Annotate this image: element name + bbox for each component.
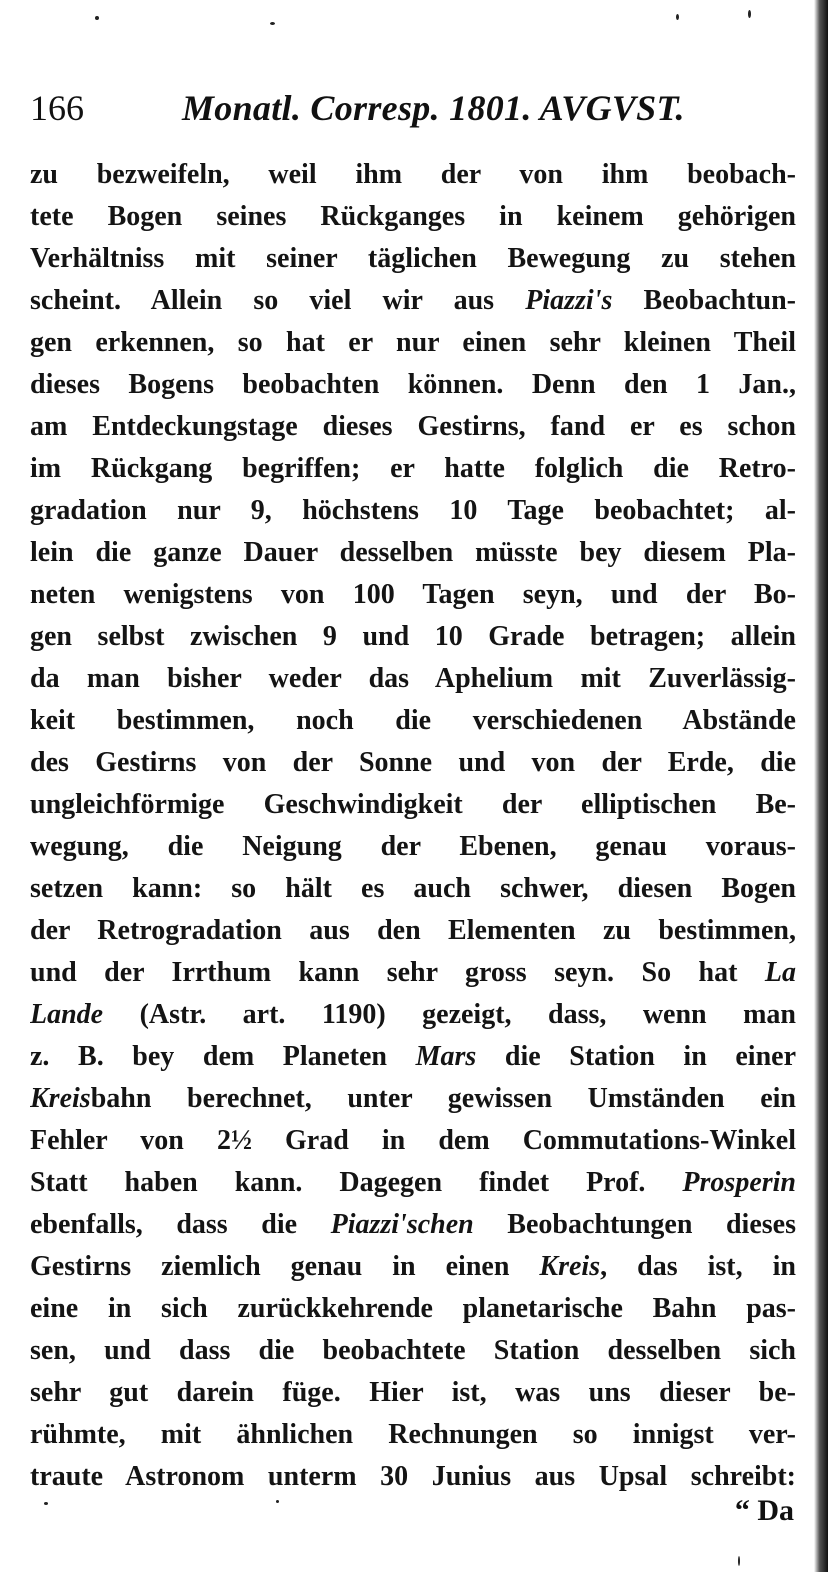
- text-line: des Gestirns von der Sonne und von der Erde, die: [30, 747, 796, 778]
- text-line: eine in sich zurückkehrende planetarische Bahn pas-: [30, 1293, 796, 1324]
- scan-speck: [270, 22, 275, 25]
- text-line: ebenfalls, dass die Piazzi'schen Beobachtungen dieses: [30, 1209, 796, 1240]
- page-number: 166: [30, 88, 84, 128]
- text-line: Fehler von 2½ Grad in dem Commutations-Winkel: [30, 1125, 796, 1156]
- text-line: dieses Bogens beobachten können. Denn den 1 Jan.,: [30, 369, 796, 400]
- text-line: rühmte, mit ähnlichen Rechnungen so innigst ver-: [30, 1419, 796, 1450]
- text-line: gen erkennen, so hat er nur einen sehr kleinen Theil: [30, 327, 796, 358]
- text-line: im Rückgang begriffen; er hatte folglich die Retro-: [30, 453, 796, 484]
- text-line: scheint. Allein so viel wir aus Piazzi's Beobachtun-: [30, 285, 796, 316]
- scan-speck: [276, 1500, 279, 1503]
- text-line: Statt haben kann. Dagegen findet Prof. Prosperin: [30, 1167, 796, 1198]
- page-edge-shadow: [814, 0, 828, 1572]
- text-line: wegung, die Neigung der Ebenen, genau voraus-: [30, 831, 796, 862]
- text-line: ungleichförmige Geschwindigkeit der elliptischen Be-: [30, 789, 796, 820]
- text-line: neten wenigstens von 100 Tagen seyn, und der Bo-: [30, 579, 796, 610]
- scan-speck: [738, 1556, 740, 1566]
- text-line: traute Astronom unterm 30 Junius aus Upsal schreibt:: [30, 1461, 796, 1492]
- text-line: sen, und dass die beobachtete Station desselben sich: [30, 1335, 796, 1366]
- scan-speck: [44, 1502, 48, 1505]
- text-line: keit bestimmen, noch die verschiedenen Abstände: [30, 705, 796, 736]
- text-line: am Entdeckungstage dieses Gestirns, fand er es schon: [30, 411, 796, 442]
- text-line: Gestirns ziemlich genau in einen Kreis, das ist, in: [30, 1251, 796, 1282]
- text-line: sehr gut darein füge. Hier ist, was uns dieser be-: [30, 1377, 796, 1408]
- running-header: [30, 84, 790, 132]
- scan-speck: [676, 14, 679, 20]
- scan-speck: [95, 16, 99, 20]
- text-line: lein die ganze Dauer desselben müsste bey diesem Pla-: [30, 537, 796, 568]
- text-line: setzen kann: so hält es auch schwer, diesen Bogen: [30, 873, 796, 904]
- body-text: [30, 154, 796, 1498]
- running-title: Monatl. Corresp. 1801. AVGVST.: [182, 88, 685, 128]
- text-line: der Retrogradation aus den Elementen zu bestimmen,: [30, 915, 796, 946]
- text-line: Kreisbahn berechnet, unter gewissen Umständen ein: [30, 1083, 796, 1114]
- catchword: “ Da: [734, 1494, 794, 1527]
- text-line: und der Irrthum kann sehr gross seyn. So hat La: [30, 957, 796, 988]
- text-line: gradation nur 9, höchstens 10 Tage beobachtet; al-: [30, 495, 796, 526]
- text-line: gen selbst zwischen 9 und 10 Grade betragen; allein: [30, 621, 796, 652]
- text-line: Lande (Astr. art. 1190) gezeigt, dass, wenn man: [30, 999, 796, 1030]
- text-line: Verhältniss mit seiner täglichen Bewegung zu stehen: [30, 243, 796, 274]
- text-line: z. B. bey dem Planeten Mars die Station in einer: [30, 1041, 796, 1072]
- text-line: da man bisher weder das Aphelium mit Zuverlässig-: [30, 663, 796, 694]
- text-line: zu bezweifeln, weil ihm der von ihm beobach-: [30, 159, 796, 190]
- text-line: tete Bogen seines Rückganges in keinem gehörigen: [30, 201, 796, 232]
- scan-speck: [748, 10, 751, 18]
